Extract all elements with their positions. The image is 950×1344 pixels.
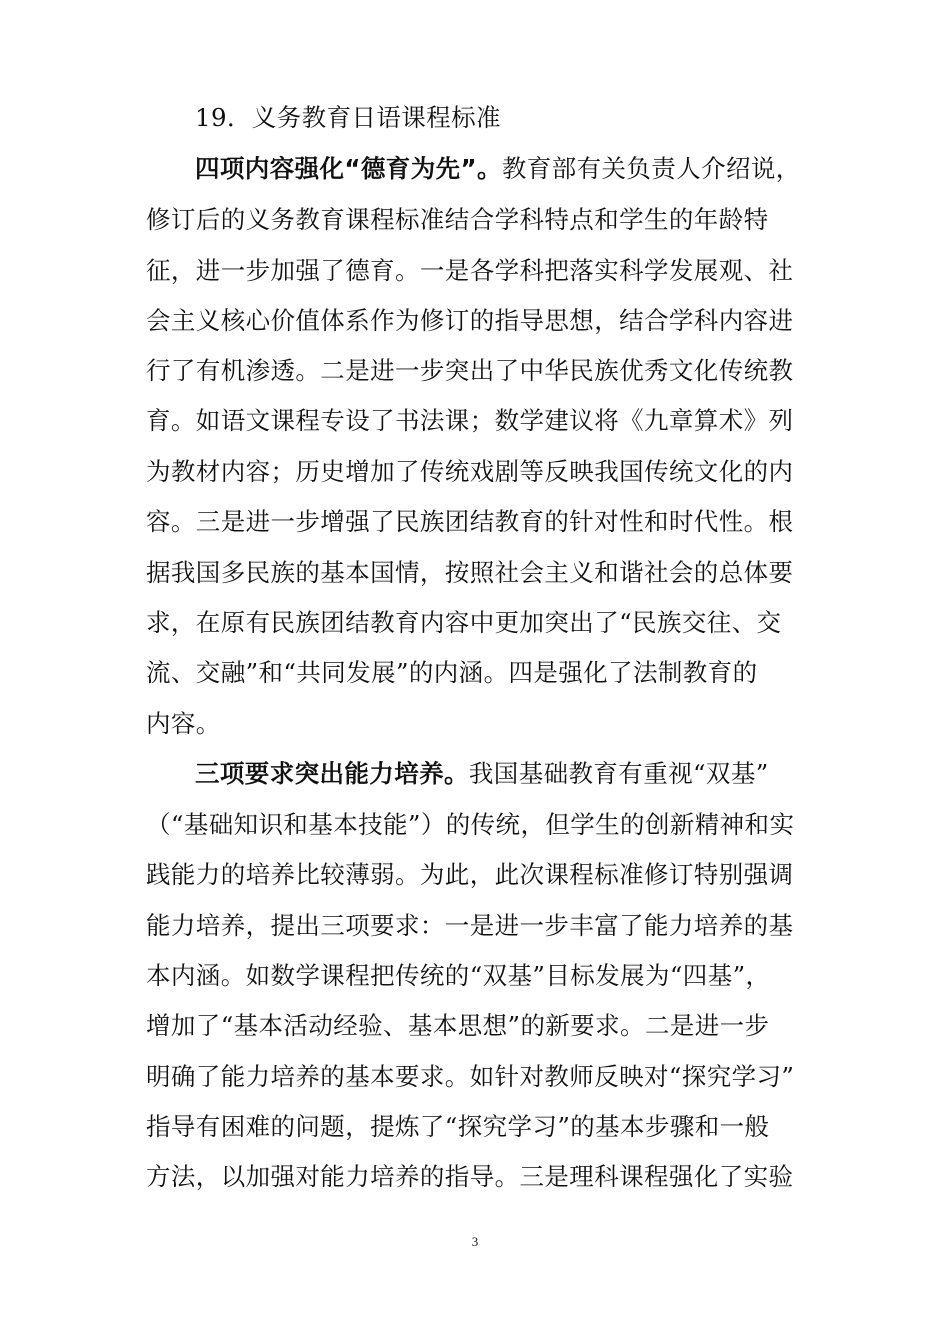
paragraph-line: 明确了能力培养的基本要求。如针对教师反映对“探究学习” xyxy=(146,1062,795,1091)
paragraph-line: 求，在原有民族团结教育内容中更加突出了“民族交往、交 xyxy=(146,608,782,637)
paragraph-line: 增加了“基本活动经验、基本思想”的新要求。二是进一步 xyxy=(146,1011,770,1040)
paragraph-line: 流、交融”和“共同发展”的内涵。四是强化了法制教育的 xyxy=(146,658,758,687)
paragraph-line: 会主义核心价值体系作为修订的指导思想，结合学科内容进 xyxy=(146,306,794,335)
paragraph-line: 内容。 xyxy=(146,709,221,738)
section1-heading: 四项内容强化“德育为先”。 xyxy=(195,154,502,183)
section2-first-line xyxy=(195,758,769,790)
paragraph-line: 行了有机渗透。二是进一步突出了中华民族优秀文化传统教 xyxy=(146,356,794,385)
paragraph-line: 容。三是进一步增强了民族团结教育的针对性和时代性。根 xyxy=(146,507,794,536)
paragraph-line: （“基础知识和基本技能”）的传统，但学生的创新精神和实 xyxy=(146,810,795,839)
paragraph-line: 修订后的义务教育课程标准结合学科特点和学生的年龄特 xyxy=(146,205,769,234)
section2-heading: 三项要求突出能力培养。 xyxy=(195,759,469,788)
paragraph-line: 本内涵。如数学课程把传统的“双基”目标发展为“四基”， xyxy=(146,961,771,990)
paragraph-line: 指导有困难的问题，提炼了“探究学习”的基本步骤和一般 xyxy=(146,1112,770,1141)
paragraph-line: 能力培养，提出三项要求：一是进一步丰富了能力培养的基 xyxy=(146,911,794,940)
paragraph-line: 践能力的培养比较薄弱。为此，此次课程标准修订特别强调 xyxy=(146,860,794,889)
section1-first-line-text: 教育部有关负责人介绍说， xyxy=(501,154,801,183)
paragraph-line: 为教材内容；历史增加了传统戏剧等反映我国传统文化的内 xyxy=(146,457,794,486)
page-number: 3 xyxy=(471,1234,479,1249)
paragraph-line: 育。如语文课程专设了书法课；数学建议将《九章算术》列 xyxy=(146,406,794,435)
item-heading: 19．义务教育日语课程标准 xyxy=(195,103,501,132)
paragraph-line: 方法，以加强对能力培养的指导。三是理科课程强化了实验 xyxy=(146,1162,794,1191)
section2-first-line-text: 我国基础教育有重视“双基” xyxy=(468,759,769,788)
paragraph-line: 征，进一步加强了德育。一是各学科把落实科学发展观、社 xyxy=(146,256,794,285)
paragraph-line: 据我国多民族的基本国情，按照社会主义和谐社会的总体要 xyxy=(146,558,794,587)
section1-first-line xyxy=(195,153,801,185)
